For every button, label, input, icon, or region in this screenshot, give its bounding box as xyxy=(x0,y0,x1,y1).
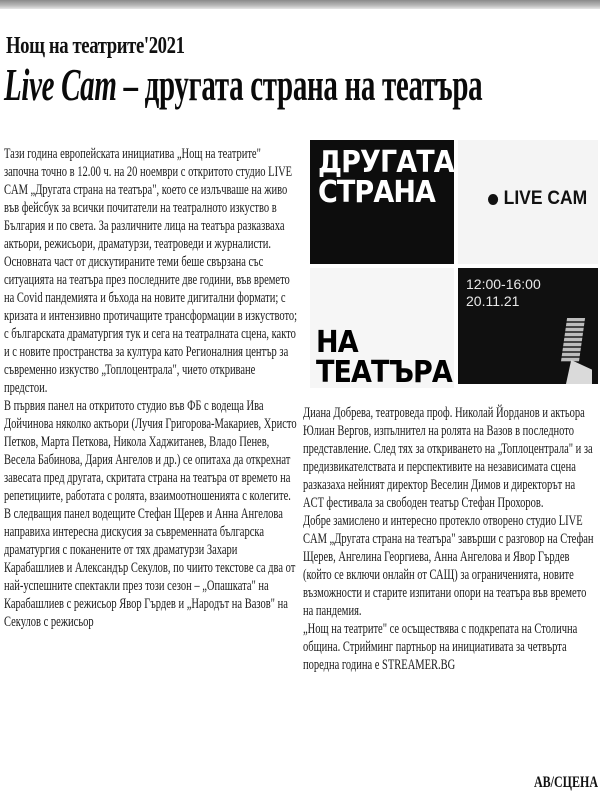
paragraph: Добре замислено и интересно протекло отворено студио LIVE CAM „Другата страна на театъра" завърши с разговор на Стефан Щерев, Ангелина Георгиева, Анна Ангелова и Явор Гърдев (който се включи онлайн от САЩ) за ограниченията, новите възможности и старите изпитани опори на театъра във времето на пандемия. xyxy=(303,513,594,619)
poster-tile-schedule xyxy=(458,268,598,384)
live-cam-label: LIVE CAM xyxy=(503,188,588,209)
poster-word: ДРУГАТА xyxy=(318,145,454,180)
headline-italic-part: Live Cam xyxy=(4,59,117,110)
poster-tile-title-top xyxy=(310,140,454,264)
paragraph: В следващия панел водещите Стефан Щерев и Анна Ангелова направиха интересна дискусия за съвременната българска драматургия с поканените от тях драматурзи Захари Карабашлиев и Александър Секулов, по чиито текстове са два от най-успешните спектакли през този сезон – „Опашката" на Карабашлиев с режисьор Явор Гърдев и „Народът на Вазов" на Секулов с режисьор xyxy=(4,506,296,630)
headline-main-part: – другата страна на театъра xyxy=(116,59,483,110)
paragraph: Тази година европейската инициатива „Нощ на театрите" започна точно в 12.00 ч. на 20 ноември с откритото студио LIVE CAM „Другата страна на театъра", което се излъчваше на живо във фейсбук за всички почитатели на театралното изкуство в България и по света. За различните лица на театъра разказваха актьори, режисьори, драматурзи, театроведи и журналисти. Основната част от дискутираните теми беше свързана със ситуацията на театъра през последните две години, във времето на Covid пандемията и бъхода на новите дигитални формати; с кризата и интензивно протичащите трансформации в изкуството; с българската драматургия тук и сега на театралната сцена, както и с новите пространства за култура като Регионалния център за съвременно изкуство „Топлоцентрала", чието откриване предстои. xyxy=(4,146,298,396)
poster-tile-title-bottom xyxy=(310,268,454,388)
theatre-night-logo-icon xyxy=(561,318,585,362)
poster-word: ТЕАТЪРА xyxy=(316,355,452,390)
poster-time: 12:00-16:00 xyxy=(466,276,541,292)
poster-date: 20.11.21 xyxy=(466,293,520,309)
poster-word: НА xyxy=(316,325,358,360)
live-dot-icon xyxy=(488,194,498,205)
section-signature: АВ/СЦЕНА xyxy=(534,774,599,791)
poster-tile-live xyxy=(458,140,598,264)
paragraph: В първия панел на откритото студио във ФБ с водеща Ива Дойчинова няколко актьори (Лучия Григорова-Макариев, Христо Петков, Марта Петкова, Никола Хаджитанев, Владо Пенев, Весела Бабинова, Дария Ангелов и др.) се опитаха да открехнат завесата пред другата, скритата страна на театъра от времето на репетициите, работата с ролята, взаимоотношенията с колегите. xyxy=(4,398,297,504)
page-top-border xyxy=(0,0,600,9)
paragraph: „Нощ на театрите" се осъществява с подкрепата на Столична община. Стрийминг партньор на инициативата за четвърта поредна година е STREAMER.BG xyxy=(303,621,578,673)
paragraph: Диана Добрева, театроведа проф. Николай Йорданов и актьора Юлиан Вергов, изпълнител на ролята на Вазов в последното представление. След тях за откриването на „Топлоцентрала" и за предизвикателствата и перспективите на независимата сцена разказаха нейният директор Веселин Димов и директорът на ACT фестивала за свободен театър Стефан Прохоров. xyxy=(303,405,593,511)
poster-word: СТРАНА xyxy=(318,175,436,210)
article-kicker: Нощ на театрите'2021 xyxy=(6,33,185,59)
article-left-column xyxy=(4,145,304,800)
logo-hand-icon xyxy=(566,360,592,384)
event-poster-image xyxy=(310,140,598,388)
article-headline xyxy=(4,60,482,110)
article-right-column xyxy=(303,404,598,724)
